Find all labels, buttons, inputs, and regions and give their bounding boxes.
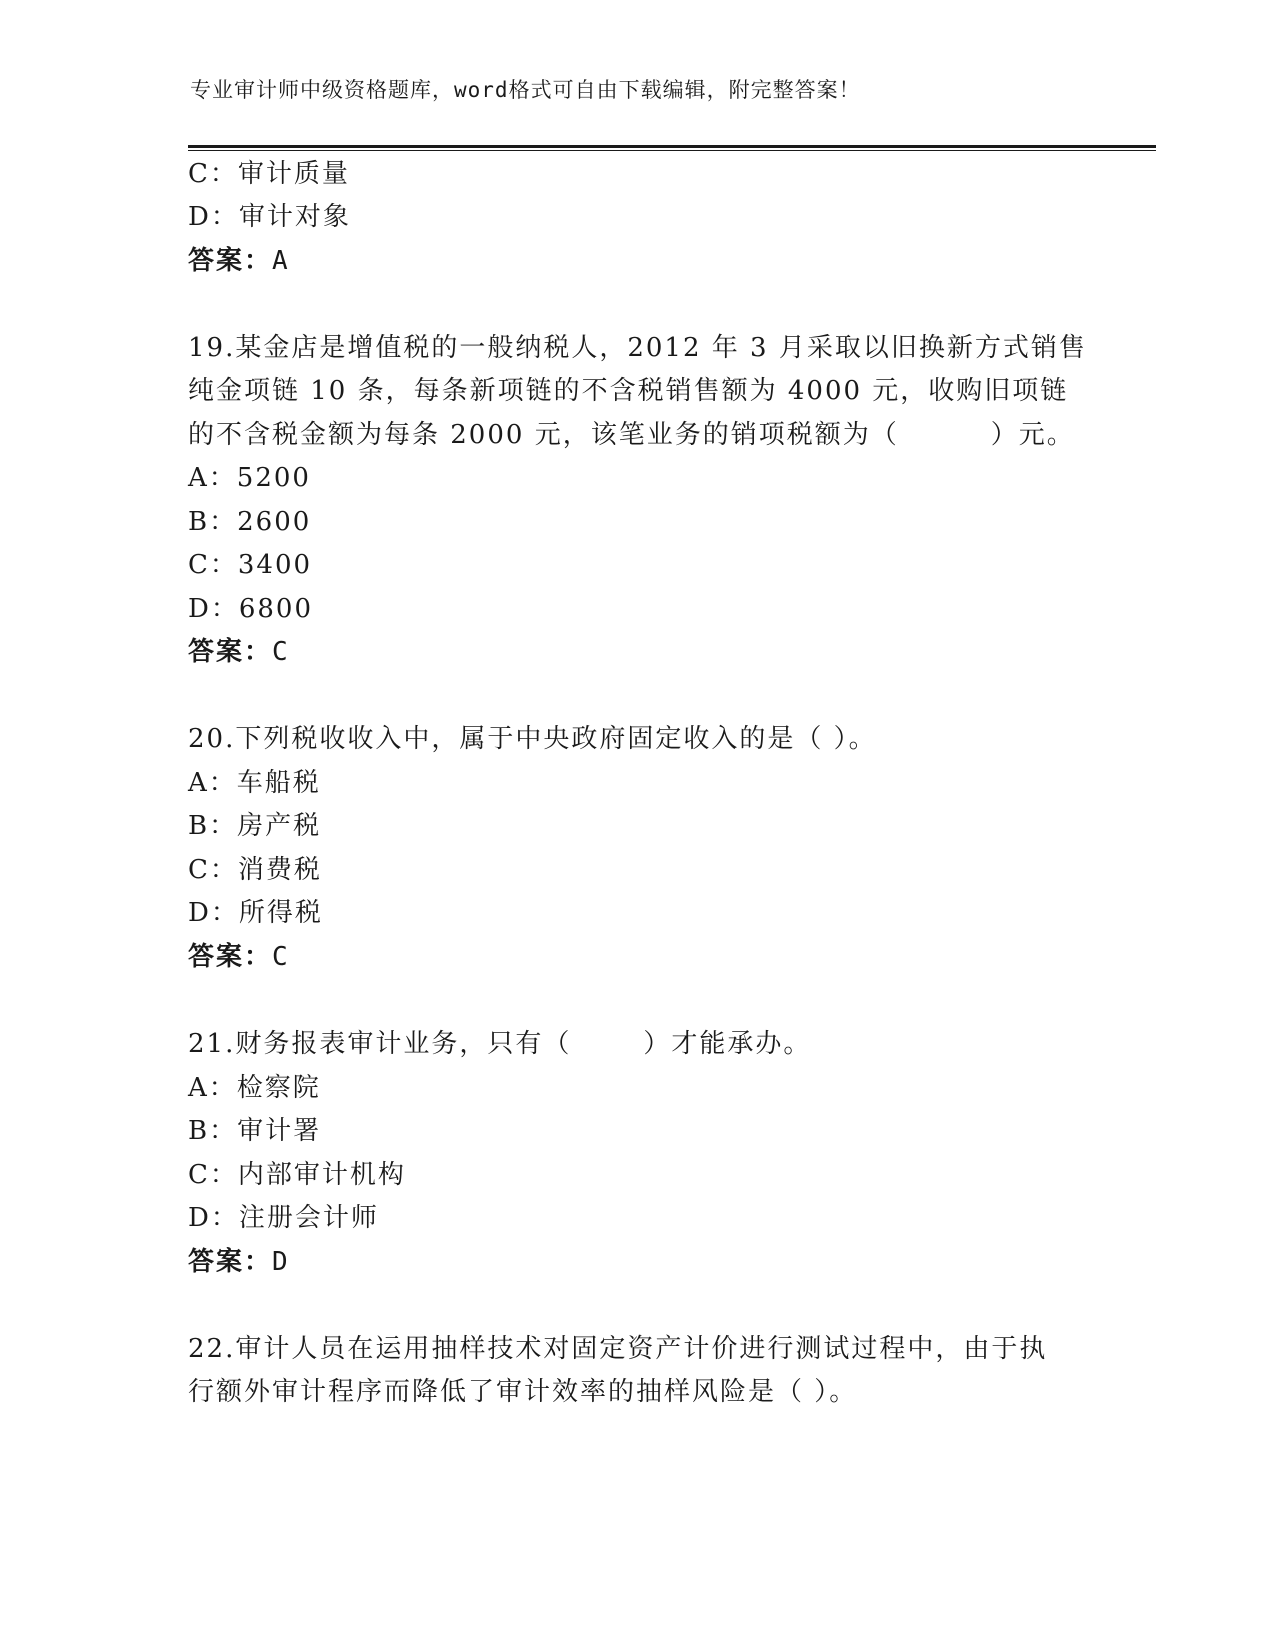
q22-text-line1: 22.审计人员在运用抽样技术对固定资产计价进行测试过程中，由于执 (188, 1334, 1048, 1364)
q21-answer (188, 1246, 290, 1278)
q20-option-b: B：房产税 (188, 811, 322, 841)
q21-option-a: A：检察院 (188, 1073, 321, 1103)
q22-text-line2: 行额外审计程序而降低了审计效率的抽样风险是（ ）。 (188, 1377, 858, 1407)
prev-option-d: D：审计对象 (188, 202, 351, 232)
answer-label: 答案： (188, 942, 273, 972)
answer-label: 答案： (188, 1247, 273, 1277)
q20-text-line1: 20.下列税收收入中，属于中央政府固定收入的是（ ）。 (188, 724, 877, 754)
q19-option-c: C：3400 (188, 550, 313, 580)
q20-answer (188, 941, 290, 973)
q21-text-line1b: ）才能承办。 (643, 1029, 812, 1059)
q19-option-b: B：2600 (188, 507, 312, 537)
q19-text-line3a: 的不含税金额为每条 2000 元，该笔业务的销项税额为（ (188, 420, 899, 450)
answer-value: A (272, 246, 290, 276)
q19-option-d: D：6800 (188, 594, 314, 624)
header-rule-thin (188, 150, 1156, 151)
q21-option-c: C：内部审计机构 (188, 1160, 406, 1190)
q21-text-line1a: 21.财务报表审计业务，只有（ (188, 1029, 572, 1059)
q19-option-a: A：5200 (188, 463, 311, 493)
q21-text-line1 (188, 1028, 811, 1060)
q19-text-line2: 纯金项链 10 条，每条新项链的不含税销售额为 4000 元，收购旧项链 (188, 376, 1069, 406)
q20-option-c: C：消费税 (188, 855, 322, 885)
answer-value: C (272, 942, 290, 972)
q19-answer (188, 636, 290, 668)
header-rule-thick (188, 145, 1156, 148)
prev-answer (188, 245, 290, 277)
answer-value: D (272, 1247, 290, 1277)
q20-option-a: A：车船税 (188, 768, 321, 798)
answer-label: 答案： (188, 246, 273, 276)
q19-text-line3 (188, 419, 1075, 451)
page-header: 专业审计师中级资格题库，word格式可自由下载编辑，附完整答案！ (190, 78, 861, 102)
q19-text-line1: 19.某金店是增值税的一般纳税人，2012 年 3 月采取以旧换新方式销售 (188, 333, 1087, 363)
q21-option-b: B：审计署 (188, 1116, 322, 1146)
answer-label: 答案： (188, 637, 273, 667)
q19-text-line3b: ）元。 (990, 420, 1075, 450)
answer-value: C (272, 637, 290, 667)
q20-option-d: D：所得税 (188, 898, 323, 928)
q21-option-d: D：注册会计师 (188, 1203, 379, 1233)
prev-option-c: C：审计质量 (188, 159, 350, 189)
